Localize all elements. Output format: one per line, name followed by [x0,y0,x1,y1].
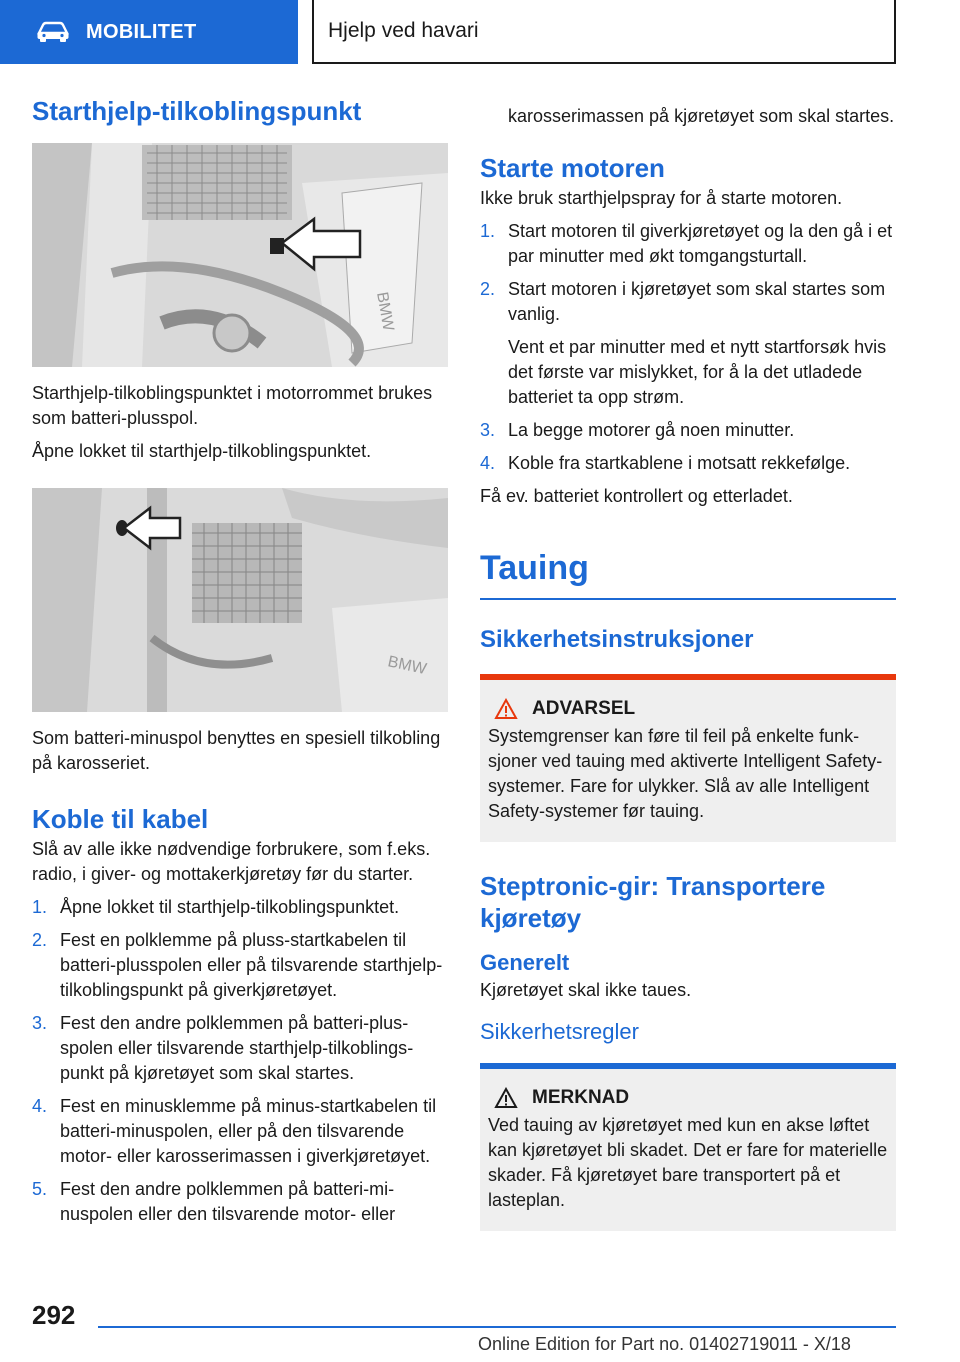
heading-safety-instructions: Sikkerhetsinstruksjoner [480,626,754,653]
left-column [32,96,448,1227]
heading-rule [480,598,896,600]
start-steps-list [480,219,896,476]
list-item: 1. Start motoren til giverkjøretøyet og la den gå i et par minutter med økt tomgangsturtall. [480,221,893,266]
engine-bay-photo-plus [32,143,448,367]
warning-text: Systemgrenser kan føre til feil på enkelte funksjoner ved tauing med aktiverte Intelligent Safety-systemer. Fare for ulykker. Slå av alle Intelligent Safety-systemer før tauing. [488,726,883,821]
paragraph: Kjøretøyet skal ikke taues. [480,980,692,1000]
heading-start-engine: Starte motoren [480,153,665,183]
list-item: 4. Koble fra startkablene i motsatt rekkefølge. [480,453,851,473]
section-tab [0,0,298,64]
note-box [480,1063,896,1231]
list-item: 2. Start motoren i kjøretøyet som skal startes som vanlig. Vent et par minutter med et nytt startforsøk hvis det første var mislykket, for å la det utladede batteriet ta opp strøm. [480,279,887,407]
paragraph: Få ev. batteriet kontrollert og etterladet. [480,486,793,506]
page-title: Starthjelp-tilkoblingspunkt [32,96,362,126]
note-text: Ved tauing av kjøretøyet med kun en akse løftet kan kjøretøyet bli skadet. Det er fare for materielle skader. Få kjøretøyet bare transportert på et lasteplan. [488,1115,888,1210]
paragraph-continuation: karosserimassen på kjøretøyet som skal startes. [508,106,895,126]
heading-steptronic: Steptronic-gir: Transportere kjøretøy [480,871,826,933]
warning-triangle-icon [494,1087,518,1109]
page-number: 292 [32,1300,76,1330]
photo2-brand-label: BMW [386,653,428,679]
note-label: MERKNAD [532,1087,630,1108]
photo1-brand-label: BMW [373,290,397,333]
car-icon [36,21,70,43]
list-item: 4. Fest en minusklemme på minus-startkabelen til batteri-minuspolen, eller på den tilsvarende motor- eller karosserimassen i giverkjøretøyet. [32,1096,437,1166]
list-item: 2. Fest en polklemme på pluss-startkabelen til batteri-plusspolen eller på tilsvarende starthjelp-tilkoblingspunkt på giverkjøretøyet. [32,930,443,1000]
warning-triangle-icon [494,698,518,720]
heading-general: Generelt [480,950,570,975]
paragraph: Slå av alle ikke nødvendige forbrukere, som f.eks. radio, i giver- og mottakerkjøretøy før du starter. [32,839,431,884]
heading-connect-cable: Koble til kabel [32,804,209,834]
heading-towing: Tauing [480,549,589,587]
warning-box [480,674,896,842]
footer-rule [98,1326,896,1328]
engine-bay-photo-minus [32,488,448,712]
section-label: MOBILITET [86,20,197,43]
connect-steps-list [32,895,448,1227]
list-item: 1. Åpne lokket til starthjelp-tilkoblingspunktet. [32,897,400,917]
list-item: 3. La begge motorer gå noen minutter. [480,420,795,440]
list-item: 5. Fest den andre polklemmen på batteri-minuspolen eller den tilsvarende motor- eller [32,1179,396,1224]
paragraph: Som batteri-minuspol benyttes en spesiell tilkobling på karosseriet. [32,728,441,773]
chapter-label: Hjelp ved havari [328,19,479,42]
paragraph: Ikke bruk starthjelpspray for å starte motoren. [480,188,843,208]
right-column [480,104,896,1231]
warning-label: ADVARSEL [532,698,636,719]
heading-safety-rules: Sikkerhetsregler [480,1019,639,1044]
paragraph: Åpne lokket til starthjelp-tilkoblingspunktet. [32,441,372,461]
list-item: 3. Fest den andre polklemmen på batteri-plusspolen eller tilsvarende starthjelp-tilkoblingspunkt på kjøretøyet som skal startes. [32,1013,414,1083]
chapter-header [312,0,896,64]
footer-edition: Online Edition for Part no. 01402719011 - X/18 [478,1334,851,1354]
paragraph: Starthjelp-tilkoblingspunktet i motorrommet brukes som batteri-plusspol. [32,383,433,428]
